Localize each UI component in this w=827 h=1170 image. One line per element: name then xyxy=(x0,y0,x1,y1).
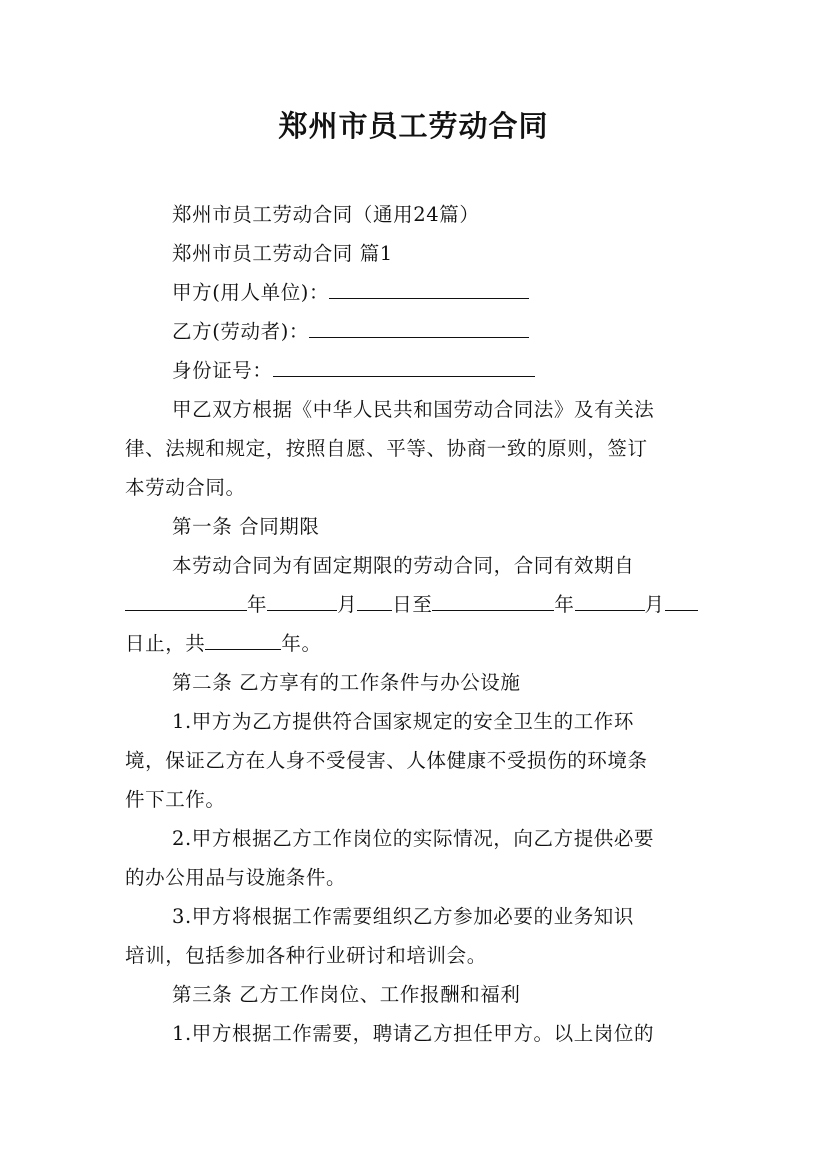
paragraph-line: 3.甲方将根据工作需要组织乙方参加必要的业务知识 xyxy=(172,905,635,928)
article-heading: 第二条 乙方享有的工作条件与办公设施 xyxy=(172,671,521,694)
start-day-blank[interactable] xyxy=(357,591,392,611)
article-heading: 第一条 合同期限 xyxy=(172,515,320,538)
term-dates-line xyxy=(125,589,698,617)
year-label: 年 xyxy=(554,593,575,616)
paragraph-line: 1.甲方为乙方提供符合国家规定的安全卫生的工作环 xyxy=(172,710,635,733)
years-label: 年。 xyxy=(281,632,322,655)
paragraph-line: 本劳动合同为有固定期限的劳动合同，合同有效期自 xyxy=(172,554,635,577)
paragraph-line: 2.甲方根据乙方工作岗位的实际情况，向乙方提供必要 xyxy=(172,827,655,850)
document-title: 郑州市员工劳动合同 xyxy=(278,109,549,143)
paragraph-line: 律、法规和规定，按照自愿、平等、协商一致的原则，签订 xyxy=(125,437,648,460)
year-label: 年 xyxy=(247,593,268,616)
paragraph-line: 甲乙双方根据《中华人民共和国劳动合同法》及有关法 xyxy=(172,398,655,421)
paragraph-line: 培训，包括参加各种行业研讨和培训会。 xyxy=(125,944,487,967)
day-end-label: 日止，共 xyxy=(125,632,206,655)
paragraph-line: 的办公用品与设施条件。 xyxy=(125,866,347,889)
paragraph-line: 本劳动合同。 xyxy=(125,476,246,499)
paragraph-line: 1.甲方根据工作需要，聘请乙方担任甲方。以上岗位的 xyxy=(172,1022,655,1045)
party-a-line xyxy=(172,277,529,305)
total-years-blank[interactable] xyxy=(205,630,281,650)
month-label: 月 xyxy=(644,593,665,616)
paragraph-line: 件下工作。 xyxy=(125,788,226,811)
end-day-blank[interactable] xyxy=(665,591,698,611)
id-number-blank[interactable] xyxy=(273,357,535,377)
id-number-label: 身份证号： xyxy=(172,359,273,382)
party-a-label: 甲方(用人单位)： xyxy=(172,281,330,304)
paragraph-line: 境，保证乙方在人身不受侵害、人体健康不受损伤的环境条 xyxy=(125,749,648,772)
party-b-label: 乙方(劳动者)： xyxy=(172,320,310,343)
term-total-line xyxy=(125,628,322,656)
end-month-blank[interactable] xyxy=(575,591,645,611)
section-heading: 郑州市员工劳动合同 篇1 xyxy=(172,242,393,265)
day-to-label: 日至 xyxy=(392,593,433,616)
party-a-blank[interactable] xyxy=(329,279,529,299)
month-label: 月 xyxy=(337,593,358,616)
article-heading: 第三条 乙方工作岗位、工作报酬和福利 xyxy=(172,983,521,1006)
subtitle-line: 郑州市员工劳动合同（通用24篇） xyxy=(172,203,480,226)
party-b-line xyxy=(172,316,529,344)
id-number-line xyxy=(172,355,535,383)
end-year-blank[interactable] xyxy=(432,591,554,611)
start-month-blank[interactable] xyxy=(267,591,337,611)
party-b-blank[interactable] xyxy=(309,318,529,338)
start-year-blank[interactable] xyxy=(125,591,247,611)
